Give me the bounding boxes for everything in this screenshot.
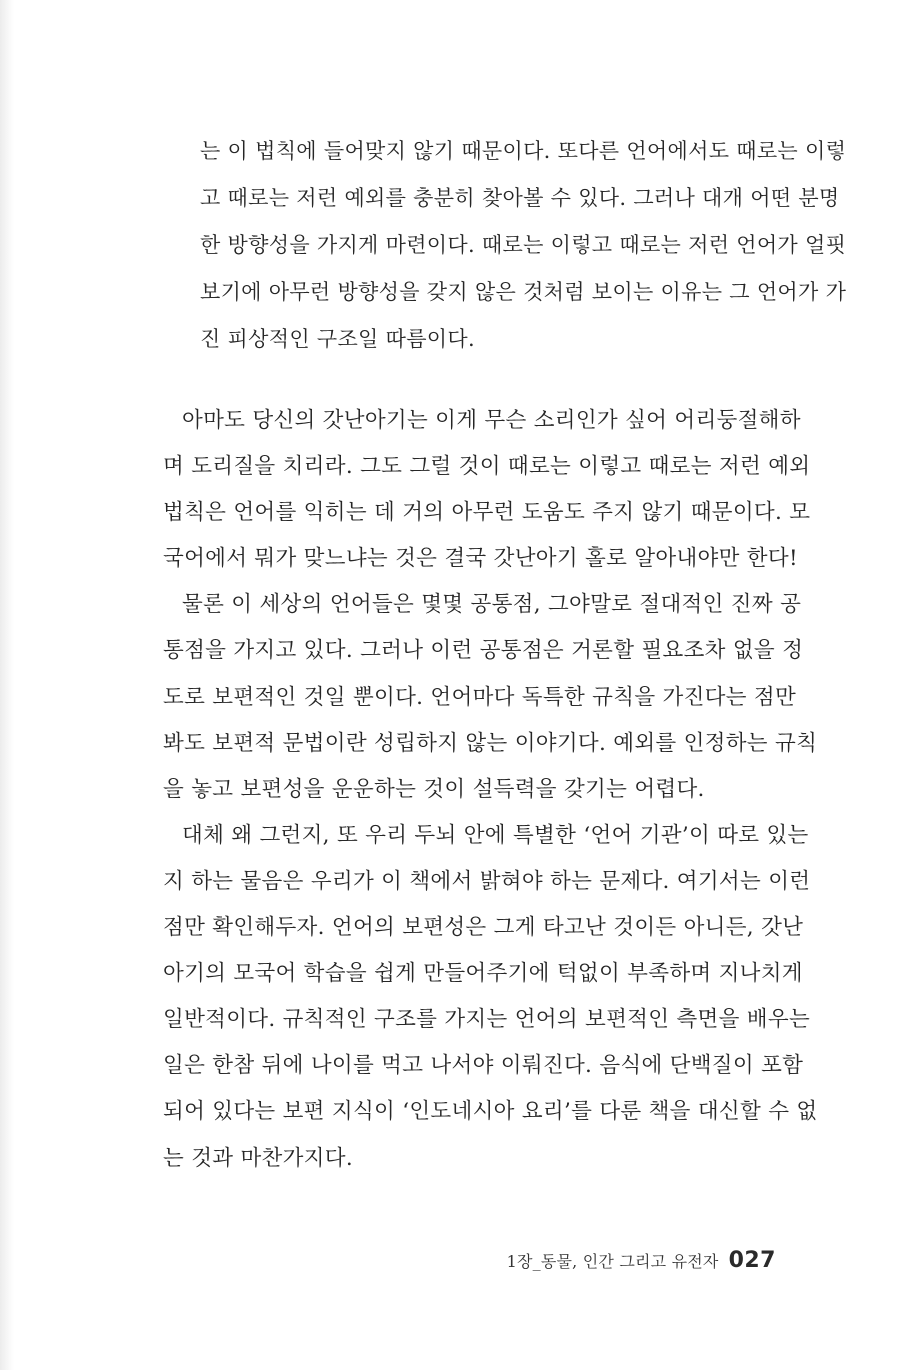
text-line: 을 놓고 보편성을 운운하는 것이 설득력을 갖기는 어렵다. <box>163 776 705 802</box>
paragraph-2 <box>163 582 818 812</box>
paragraph-3 <box>163 813 818 1182</box>
page-footer <box>507 1248 776 1273</box>
text-line: 국어에서 뭐가 맞느냐는 것은 결국 갓난아기 홀로 알아내야만 한다! <box>163 546 798 572</box>
text-line: 점만 확인해두자. 언어의 보편성은 그게 타고난 것이든 아니든, 갓난 <box>163 915 804 941</box>
text-line: 일반적이다. 규칙적인 구조를 가지는 언어의 보편적인 측면을 배우는 <box>163 1007 811 1033</box>
quote-line: 한 방향성을 가지게 마련이다. 때로는 이렇고 때로는 저런 언어가 얼핏 <box>200 233 847 257</box>
paragraph-1 <box>163 398 811 582</box>
text-line: 법칙은 언어를 익히는 데 거의 아무런 도움도 주지 않기 때문이다. 모 <box>163 500 811 526</box>
text-line: 물론 이 세상의 언어들은 몇몇 공통점, 그야말로 절대적인 진짜 공 <box>182 592 802 618</box>
quote-line: 는 이 법칙에 들어맞지 않기 때문이다. 또다른 언어에서도 때로는 이렇 <box>200 139 847 163</box>
text-line: 도로 보편적인 것일 뿐이다. 언어마다 독특한 규칙을 가진다는 점만 <box>163 684 797 710</box>
quote-line: 보기에 아무런 방향성을 갖지 않은 것처럼 보이는 이유는 그 언어가 가 <box>200 280 847 304</box>
text-line: 아기의 모국어 학습을 쉽게 만들어주기에 턱없이 부족하며 지나치게 <box>163 961 803 987</box>
text-line: 지 하는 물음은 우리가 이 책에서 밝혀야 하는 문제다. 여기서는 이런 <box>163 868 811 894</box>
quote-line: 고 때로는 저런 예외를 충분히 찾아볼 수 있다. 그러나 대개 어떤 분명 <box>200 186 840 210</box>
page-edge <box>0 0 14 1370</box>
text-line: 통점을 가지고 있다. 그러나 이런 공통점은 거론할 필요조차 없을 정 <box>163 638 804 664</box>
text-line: 는 것과 마찬가지다. <box>163 1145 353 1171</box>
text-line: 대체 왜 그런지, 또 우리 두뇌 안에 특별한 ‘언어 기관’이 따로 있는 <box>182 822 809 848</box>
quote-line: 진 피상적인 구조일 따름이다. <box>200 327 475 351</box>
page-number: 027 <box>728 1248 776 1273</box>
text-line: 며 도리질을 치리라. 그도 그럴 것이 때로는 이렇고 때로는 저런 예외 <box>163 454 811 480</box>
text-line: 되어 있다는 보편 지식이 ‘인도네시아 요리’를 다룬 책을 대신할 수 없 <box>163 1099 818 1125</box>
body-text <box>163 398 818 1182</box>
text-line: 일은 한참 뒤에 나이를 먹고 나서야 이뤄진다. 음식에 단백질이 포함 <box>163 1053 804 1079</box>
text-line: 봐도 보편적 문법이란 성립하지 않는 이야기다. 예외를 인정하는 규칙 <box>163 730 818 756</box>
quoted-passage <box>200 128 847 363</box>
text-line: 아마도 당신의 갓난아기는 이게 무슨 소리인가 싶어 어리둥절해하 <box>182 408 801 433</box>
running-head: 1장_동물, 인간 그리고 유전자 <box>506 1252 719 1271</box>
